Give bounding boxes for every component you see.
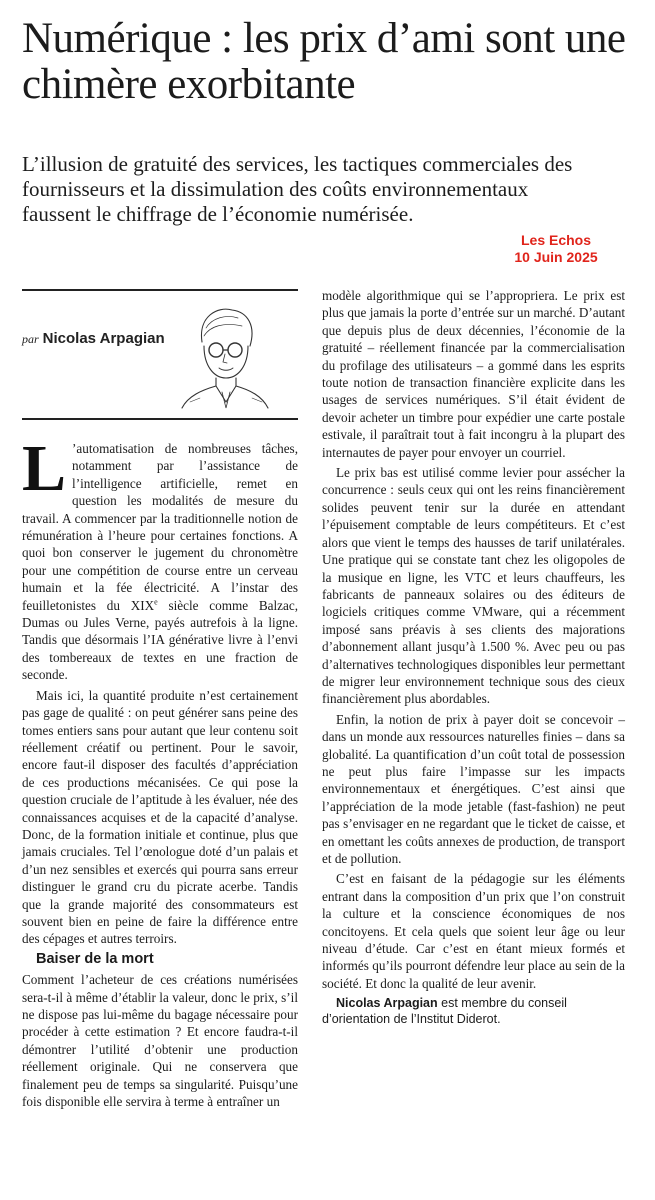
article-column-left xyxy=(22,432,298,1113)
body-paragraph: Enfin, la notion de prix à payer doit se concevoir – dans un monde aux ressources naturelles finies – dans sa globalité. La quantification d’un coût total de possession ne peut plus faire l’impasse sur les impacts environnementaux et énergétiques. C’est ainsi que l’appréciation de la mode jetable (fast-fashion) ne peut pas s’envisager en ne regardant que le ticket de caisse, et en omettant les coûts annexes de production, de transport et de pollution. xyxy=(322,711,625,866)
author-bio xyxy=(322,995,625,1027)
byline-rule-bottom xyxy=(22,418,298,420)
author-name: Nicolas Arpagian xyxy=(42,330,165,347)
byline xyxy=(22,330,182,348)
byline-prefix: par xyxy=(22,332,39,346)
body-paragraph: C’est en faisant de la pédagogie sur les éléments entrant dans la composition d’un prix que l’on construit la culture et la conscience économiques de nos concitoyens. Et cela quels que soient leur âge ou leur niveau d’étude. Car c’est en étant mieux formés et informés qu’ils pourront défendre leur place au sein de la société. Et donc la qualité de leur avenir. xyxy=(322,871,625,991)
bio-author-name: Nicolas Arpagian xyxy=(336,996,438,1011)
bio-text: est membre du conseil d’orientation de l’Institut Diderot. xyxy=(322,996,567,1027)
drop-cap: L xyxy=(22,432,67,505)
body-paragraph: Le prix bas est utilisé comme levier pour assécher la concurrence : seuls ceux qui ont les reins financièrement solides peuvent tenir sur la durée en attendant l’épuisement comptable de leurs compétiteurs. Et c’est alors que vient le temps des hausses de tarif unilatérales. Une pratique qui se constate tant chez les oligopoles de la musique en ligne, les VTC et leurs chauffeurs, les fabricants de panneaux solaires ou des éditeurs de logiciels critiques comme VMware, qui a récemment imposé sans préavis à ses clients des majorations d’abonnement allant jusqu’à 1.500 %. Avec peu ou pas d’alternatives technologiques disponibles leur permettant de migrer leur environnement technique sous des cieux financièrement plus abordables. xyxy=(322,465,625,707)
article-standfirst: L’illusion de gratuité des services, les tactiques commerciales des fournisseurs et la dissimulation des coûts environnementaux faussent le chiffrage de l’économie numérisée. xyxy=(22,152,573,226)
section-subheading: Baiser de la mort xyxy=(36,950,154,967)
article-column-right xyxy=(322,287,625,1030)
source-stamp xyxy=(486,232,626,266)
body-paragraph: Mais ici, la quantité produite n’est certainement pas gage de qualité : on peut générer sans peine des tomes entiers sans pour autant que leur contenu soit réellement créatif ou pertinent. Pour le savoir, encore faut-il disposer des facultés d’appréciation de ces productions mécanisées. Ce qui pose la question cruciale de l’aptitude à les évaluer, née des connaissances acquises et de la capacité d’analyse. Donc, de la formation initiale et continue, plus que jamais cruciales. Tel l’œnologue doté d’un palais et d’un nez sensibles et exercés qui pourra sans erreur distinguer le grand cru du picrate acerbe. Tandis que la grande majorité des consommateurs est souvent bien en peine de faire la différence entre des cépages et autres terroirs. xyxy=(22,687,298,947)
source-name: Les Echos xyxy=(520,232,592,248)
source-date: 10 Juin 2025 xyxy=(514,249,598,265)
body-paragraph: Comment l’acheteur de ces créations numérisées sera-t-il à même d’établir la valeur, donc le prix, s’il ne dispose pas lui-même du bagage nécessaire pour procéder à cette estimation ? Et encore faudra-t-il démontrer l’utilité d’obtenir une production réellement originale. Qui ne conservera que finalement peu de temps sa singularité. Puisqu’une fois disponible elle servira à terme à entraîner un xyxy=(22,972,298,1110)
author-portrait xyxy=(176,302,272,410)
article-headline: Numérique : les prix d’ami sont une chimère exorbitante xyxy=(22,15,626,108)
byline-rule-top xyxy=(22,289,298,291)
body-paragraph: modèle algorithmique qui se l’appropriera. Le prix est plus que jamais la porte d’entrée sur un marché. D’autant que depuis plus de deux décennies, l’économie de la gratuité – réellement financée par la commercialisation du profilage des utilisateurs – a gommé dans les esprits toute notion de transaction financière explicite dans les usages de services numériques. S’il était évident de devoir acheter un timbre pour expédier une carte postale estivale, il paraîtrait tout à fait incongru à la plupart des internautes de payer pour envoyer un courriel. xyxy=(322,288,625,460)
body-paragraph: L ’automatisation de nombreuses tâches, notamment par l’assistance de l’intelligence artificielle, remet en question les modalités de mesure du travail. A commencer par la traditionnelle notion de rémunération à l’heure pour certaines fonctions. A quoi bon conserver le jugement du chronomètre pour une compétition de course entre un cerveau humain et la fée électricité. A l’instar des feuilletonistes du XIXe siècle comme Balzac, Dumas ou Jules Verne, payés autrefois à la ligne. Tandis que désormais l’IA générative livre à l’envi des tombereaux de textes en une fraction de seconde. xyxy=(22,432,298,683)
